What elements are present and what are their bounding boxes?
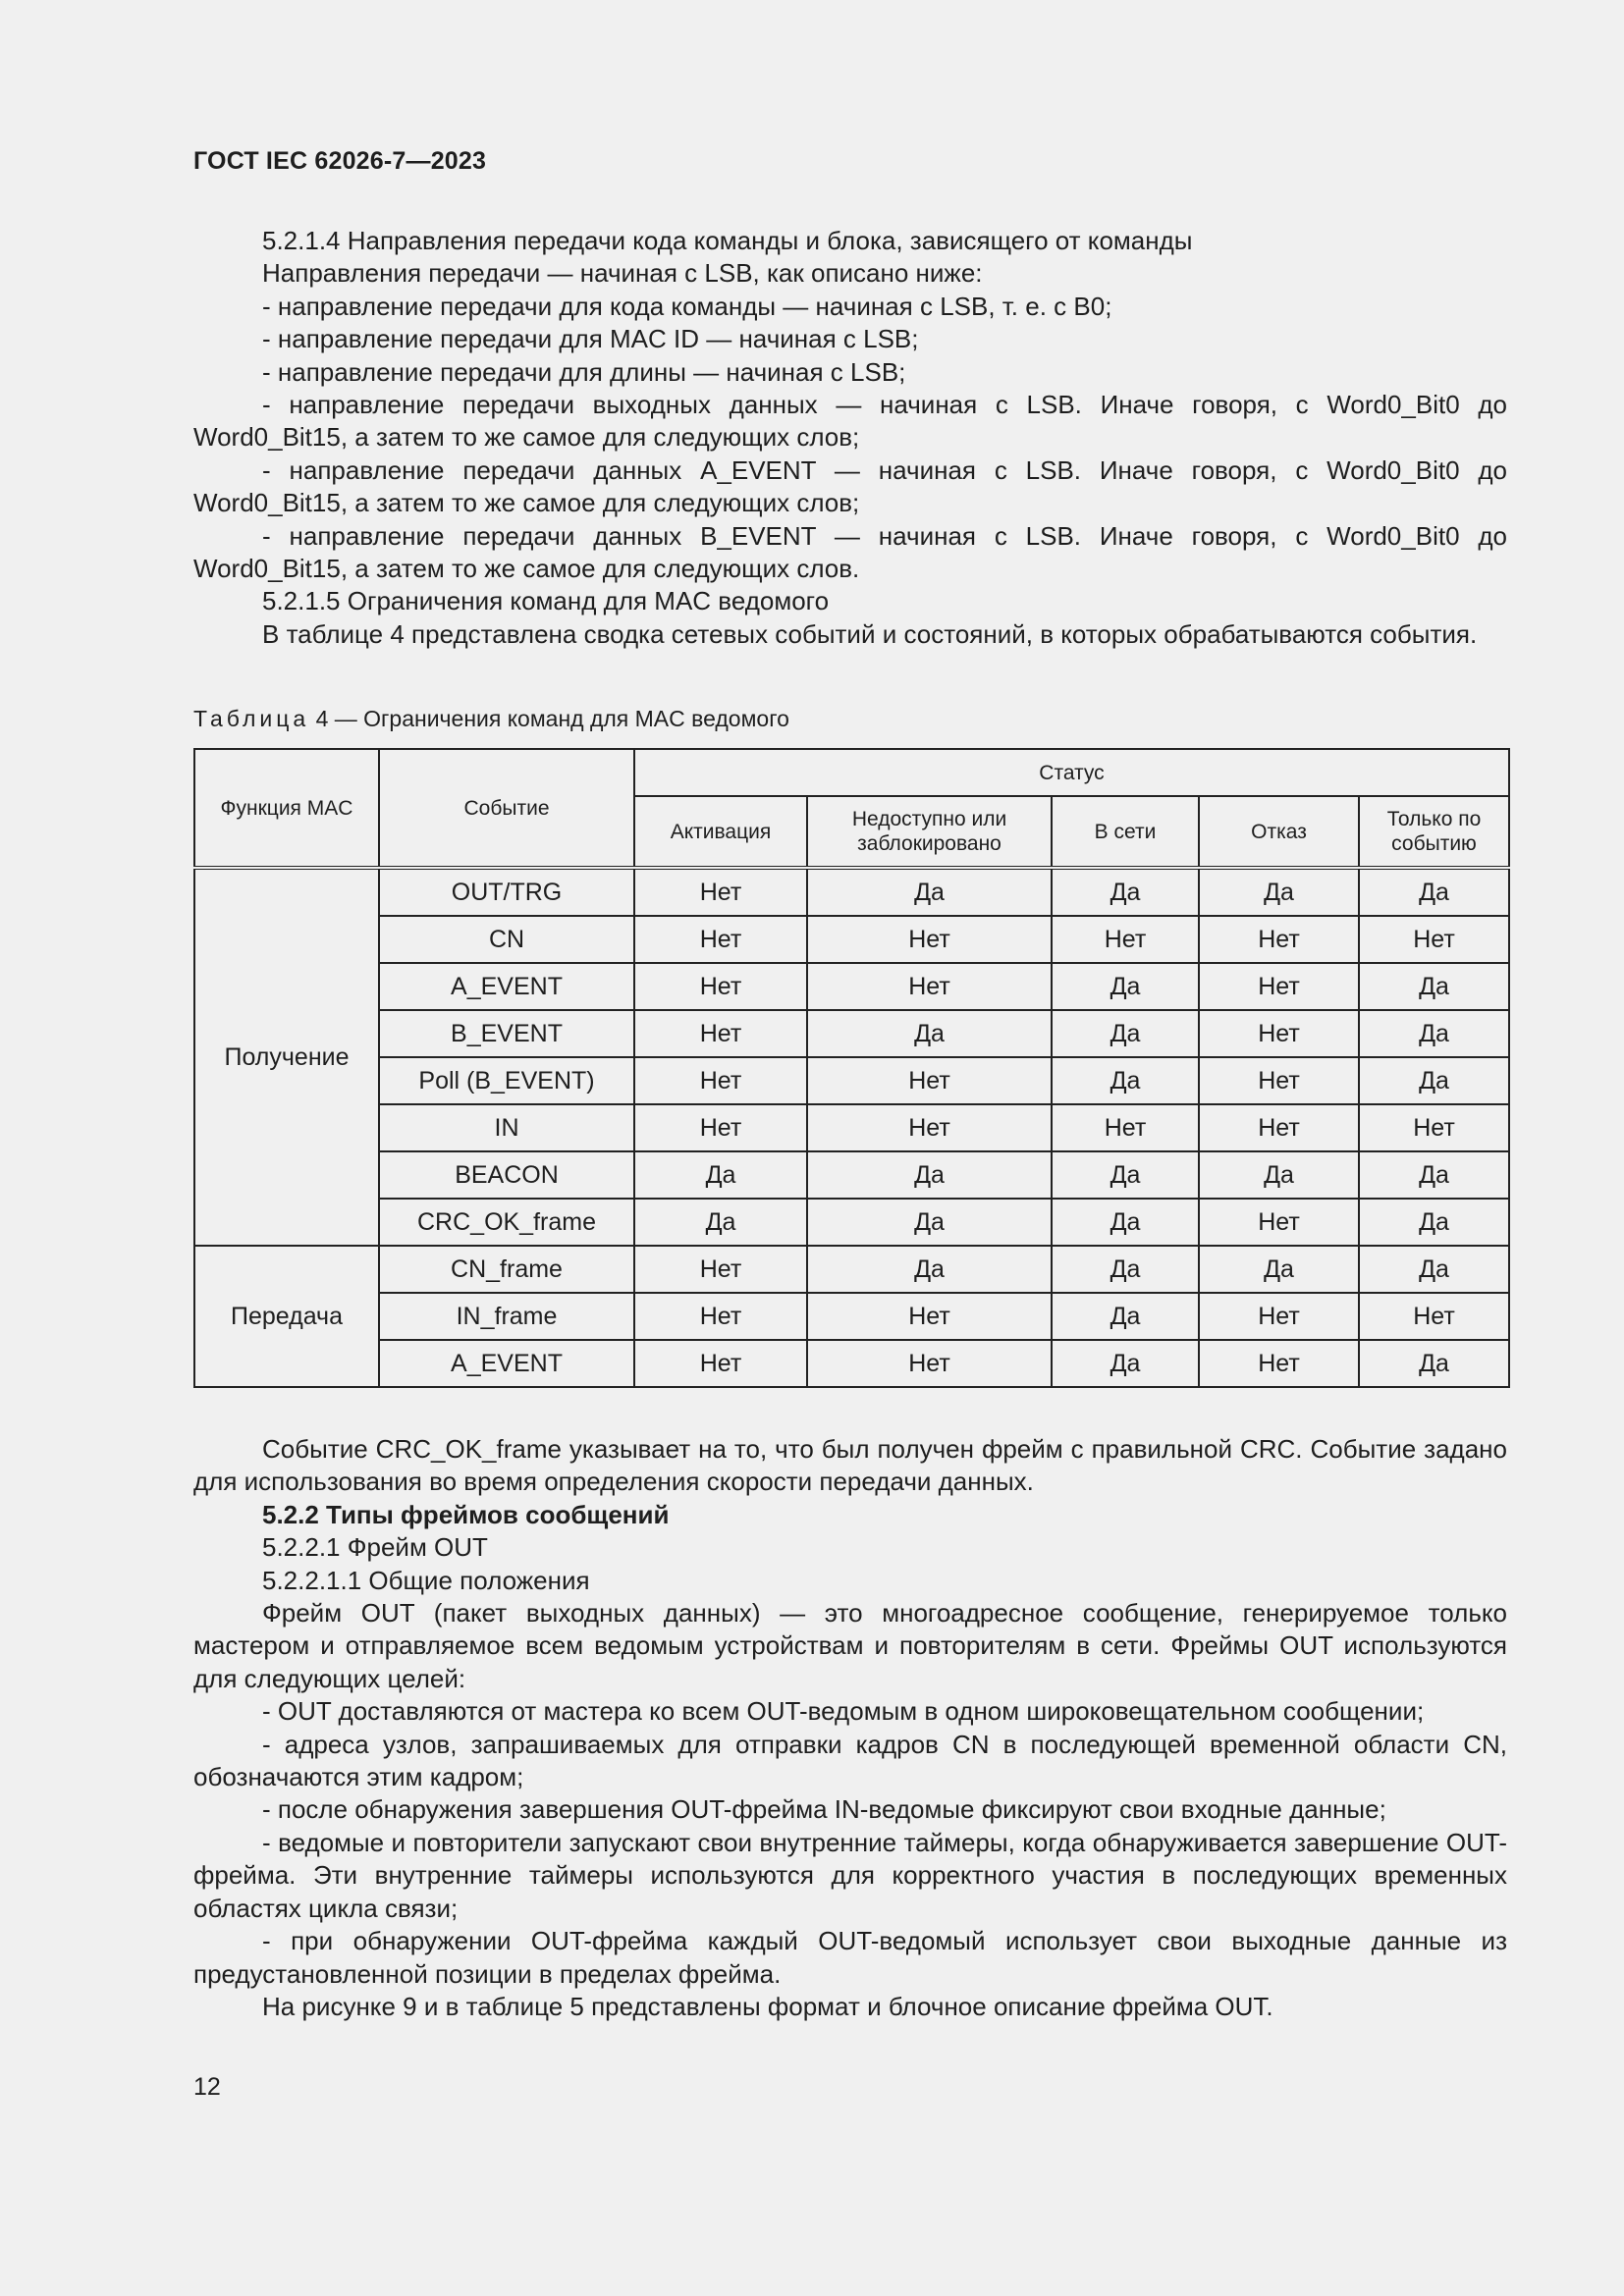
event-cell: A_EVENT xyxy=(379,963,634,1010)
status-cell: Нет xyxy=(1199,1340,1359,1387)
document-header: ГОСТ IEC 62026-7—2023 xyxy=(193,147,487,175)
status-cell: Нет xyxy=(1359,1293,1509,1340)
status-cell: Да xyxy=(807,868,1052,916)
status-cell: Да xyxy=(1052,1246,1199,1293)
status-cell: Нет xyxy=(634,916,807,963)
event-cell: CN xyxy=(379,916,634,963)
status-cell: Нет xyxy=(1199,1057,1359,1104)
header-function: Функция MAC xyxy=(194,749,379,868)
event-cell: BEACON xyxy=(379,1151,634,1199)
paragraph: - направление передачи для длины — начиная с LSB; xyxy=(262,356,906,387)
status-cell: Нет xyxy=(807,1057,1052,1104)
status-cell: Нет xyxy=(1199,1293,1359,1340)
status-cell: Нет xyxy=(1052,916,1199,963)
paragraph: 5.2.1.5 Ограничения команд для MAC ведомого xyxy=(262,586,830,616)
status-cell: Да xyxy=(634,1151,807,1199)
status-cell: Да xyxy=(807,1151,1052,1199)
status-cell: Да xyxy=(1359,868,1509,916)
paragraph: - направление передачи для MAC ID — начиная с LSB; xyxy=(262,324,919,354)
paragraph: - после обнаружения завершения OUT-фрейма IN-ведомые фиксируют свои входные данные; xyxy=(262,1794,1386,1825)
paragraph: Событие CRC_OK_frame указывает на то, что был получен фрейм с правильной CRC. Событие задано для использования во время определения скорости передачи данных. xyxy=(193,1434,1507,1497)
status-cell: Нет xyxy=(1199,1199,1359,1246)
event-cell: CN_frame xyxy=(379,1246,634,1293)
status-cell: Нет xyxy=(1199,1104,1359,1151)
status-cell: Да xyxy=(1199,868,1359,916)
status-cell: Нет xyxy=(634,1104,807,1151)
table-caption xyxy=(193,706,789,732)
status-cell: Нет xyxy=(807,1293,1052,1340)
paragraph: - направление передачи для кода команды — начиная с LSB, т. е. с B0; xyxy=(262,291,1112,321)
status-cell: Нет xyxy=(634,1057,807,1104)
table-row xyxy=(194,1293,1509,1340)
table-row xyxy=(194,1057,1509,1104)
status-cell: Нет xyxy=(1359,916,1509,963)
table-row xyxy=(194,963,1509,1010)
paragraph: - при обнаружении OUT-фрейма каждый OUT-ведомый использует свои выходные данные из предустановленной позиции в пределах фрейма. xyxy=(193,1926,1507,1989)
status-cell: Нет xyxy=(634,1010,807,1057)
status-cell: Нет xyxy=(634,868,807,916)
status-cell: Нет xyxy=(1199,963,1359,1010)
paragraph: - адреса узлов, запрашиваемых для отправки кадров CN в последующей временной области CN, обозначаются этим кадром; xyxy=(193,1729,1507,1792)
status-cell: Нет xyxy=(1052,1104,1199,1151)
header-state: Активация xyxy=(634,796,807,868)
paragraph: - направление передачи данных A_EVENT — начиная с LSB. Иначе говоря, с Word0_Bit0 до Word0_Bit15, а затем то же самое для следующих слов; xyxy=(193,454,1507,518)
status-cell: Да xyxy=(1052,868,1199,916)
header-state: Отказ xyxy=(1199,796,1359,868)
paragraph: В таблице 4 представлена сводка сетевых событий и состояний, в которых обрабатываются события. xyxy=(262,618,1478,649)
paragraph: На рисунке 9 и в таблице 5 представлены формат и блочное описание фрейма OUT. xyxy=(262,1991,1273,2021)
paragraph: - направление передачи данных B_EVENT — начиная с LSB. Иначе говоря, с Word0_Bit0 до Word0_Bit15, а затем то же самое для следующих слов. xyxy=(193,520,1507,584)
status-cell: Да xyxy=(1052,1057,1199,1104)
status-cell: Да xyxy=(1359,1010,1509,1057)
status-cell: Нет xyxy=(634,963,807,1010)
header-state: Недоступно или заблокировано xyxy=(807,796,1052,868)
event-cell: IN_frame xyxy=(379,1293,634,1340)
top-text-block xyxy=(193,225,1507,651)
status-cell: Да xyxy=(1052,1151,1199,1199)
bottom-text-block xyxy=(193,1433,1507,2023)
header-state: Только по событию xyxy=(1359,796,1509,868)
header-state: В сети xyxy=(1052,796,1199,868)
status-cell: Нет xyxy=(1359,1104,1509,1151)
paragraph: 5.2.1.4 Направления передачи кода команды и блока, зависящего от команды xyxy=(262,226,1193,255)
table-row xyxy=(194,1151,1509,1199)
paragraph: - OUT доставляются от мастера ко всем OUT-ведомым в одном широковещательном сообщении; xyxy=(262,1696,1425,1727)
status-cell: Нет xyxy=(1199,1010,1359,1057)
status-cell: Да xyxy=(1359,1340,1509,1387)
status-cell: Да xyxy=(1359,963,1509,1010)
status-cell: Да xyxy=(1199,1151,1359,1199)
status-cell: Нет xyxy=(634,1246,807,1293)
status-cell: Да xyxy=(1052,1199,1199,1246)
status-cell: Нет xyxy=(634,1293,807,1340)
table-row xyxy=(194,1246,1509,1293)
status-cell: Нет xyxy=(807,1340,1052,1387)
table-caption-label: Таблица xyxy=(193,706,310,731)
paragraph: 5.2.2.1.1 Общие положения xyxy=(262,1565,590,1595)
event-cell: CRC_OK_frame xyxy=(379,1199,634,1246)
page-number: 12 xyxy=(193,2073,221,2101)
status-cell: Нет xyxy=(807,1104,1052,1151)
event-cell: OUT/TRG xyxy=(379,868,634,916)
status-cell: Нет xyxy=(807,963,1052,1010)
status-cell: Да xyxy=(1052,963,1199,1010)
event-cell: IN xyxy=(379,1104,634,1151)
mac-command-table xyxy=(193,748,1510,1388)
status-cell: Да xyxy=(634,1199,807,1246)
status-cell: Нет xyxy=(1199,916,1359,963)
paragraph: 5.2.2.1 Фрейм OUT xyxy=(262,1532,488,1563)
event-cell: Poll (B_EVENT) xyxy=(379,1057,634,1104)
table-row xyxy=(194,1104,1509,1151)
status-cell: Да xyxy=(807,1246,1052,1293)
table-row xyxy=(194,1199,1509,1246)
status-cell: Нет xyxy=(634,1340,807,1387)
paragraph: 5.2.2 Типы фреймов сообщений xyxy=(262,1499,670,1529)
paragraph: - направление передачи выходных данных — начиная с LSB. Иначе говоря, с Word0_Bit0 до Word0_Bit15, а затем то же самое для следующих слов; xyxy=(193,390,1507,453)
status-cell: Да xyxy=(1052,1293,1199,1340)
status-cell: Да xyxy=(1359,1199,1509,1246)
status-cell: Нет xyxy=(807,916,1052,963)
status-cell: Да xyxy=(1359,1057,1509,1104)
function-cell: Передача xyxy=(194,1246,379,1387)
table-row xyxy=(194,1340,1509,1387)
status-cell: Да xyxy=(807,1199,1052,1246)
header-event: Событие xyxy=(379,749,634,868)
table-body xyxy=(194,868,1509,1387)
table-row xyxy=(194,868,1509,916)
table-row xyxy=(194,916,1509,963)
status-cell: Да xyxy=(1199,1246,1359,1293)
event-cell: B_EVENT xyxy=(379,1010,634,1057)
paragraph: - ведомые и повторители запускают свои внутренние таймеры, когда обнаруживается завершение OUT-фрейма. Эти внутренние таймеры используются для корректного участия в последующих временных областях цикла связи; xyxy=(193,1827,1507,1923)
status-cell: Да xyxy=(807,1010,1052,1057)
paragraph: Направления передачи — начиная с LSB, как описано ниже: xyxy=(262,258,983,289)
table-row xyxy=(194,1010,1509,1057)
status-cell: Да xyxy=(1052,1010,1199,1057)
event-cell: A_EVENT xyxy=(379,1340,634,1387)
paragraph: Фрейм OUT (пакет выходных данных) — это многоадресное сообщение, генерируемое только мастером и отправляемое всем ведомым устройствам и повторителям в сети. Фреймы OUT используются для следующих целей: xyxy=(193,1598,1507,1693)
header-status: Статус xyxy=(634,749,1509,796)
status-cell: Да xyxy=(1359,1151,1509,1199)
status-cell: Да xyxy=(1052,1340,1199,1387)
status-cell: Да xyxy=(1359,1246,1509,1293)
function-cell: Получение xyxy=(194,868,379,1246)
table-caption-text: 4 — Ограничения команд для MAC ведомого xyxy=(315,706,789,731)
